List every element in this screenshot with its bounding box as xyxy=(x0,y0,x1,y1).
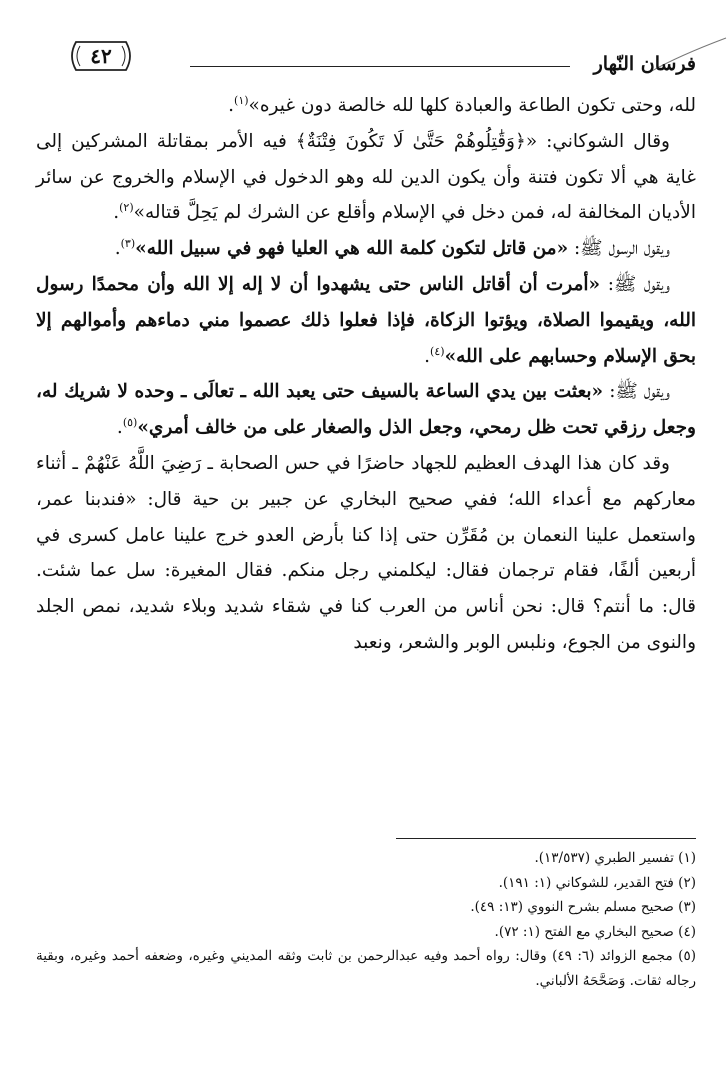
paragraph-2-end: . xyxy=(113,202,120,224)
footnote-divider xyxy=(396,838,696,839)
paragraph-2 xyxy=(36,124,696,231)
paragraph-5-intro: ويقول ﷺ: xyxy=(603,381,670,403)
footnotes xyxy=(36,846,696,993)
page-number-frame xyxy=(66,38,136,74)
footnote-1: (١) تفسير الطبري (١٣/٥٣٧). xyxy=(534,850,696,866)
paragraph-6 xyxy=(36,446,696,661)
paragraph-1 xyxy=(36,88,696,124)
hadith-quote-2: «أمرت أن أقاتل الناس حتى يشهدوا أن لا إله إلا الله وأن محمدًا رسول الله، ويقيموا الصلاة، ويؤتوا الزكاة، فإذا فعلوا ذلك عصموا مني دماءهم وأموالهم إلا بحق الإسلام وحسابهم على الله» xyxy=(36,273,696,367)
footnote-ref-5: (٥) xyxy=(122,416,138,430)
paragraph-1-text: لله، وحتى تكون الطاعة والعبادة كلها لله خالصة دون غيره» xyxy=(248,95,696,116)
paragraph-5-end: . xyxy=(116,417,123,439)
footnote-ref-2: (٢) xyxy=(119,201,134,215)
page-number: ٤٢ xyxy=(90,44,112,68)
main-text xyxy=(36,88,696,661)
paragraph-4-end: . xyxy=(424,345,431,367)
footnote-ref-3: (٣) xyxy=(120,237,136,251)
paragraph-6-text: وقد كان هذا الهدف العظيم للجهاد حاضرًا في حس الصحابة ـ رَضِيَ اللَّهُ عَنْهُمْ ـ أثناء معاركهم مع أعداء الله؛ ففي صحيح البخاري عن جبير بن حية قال: «فندبنا عمر، واستعمل علينا النعمان بن مُقَرِّن حتى إذا كنا بأرض العدو خرج علينا عامل كسرى في أربعين ألفًا، فقام ترجمان فقال: ليكلمني رجل منكم. فقال المغيرة: سل عما شئت. قال: ما أنتم؟ قال: نحن أناس من العرب كنا في شقاء شديد وبلاء شديد، نمص الجلد والنوى من الجوع، ونلبس الوبر والشعر، ونعبد xyxy=(36,452,696,653)
paragraph-3-end: . xyxy=(114,238,121,260)
footnote-4: (٤) صحيح البخاري مع الفتح (١: ٧٢). xyxy=(494,923,696,940)
page-header xyxy=(0,34,728,90)
footnote-ref-1: (١) xyxy=(234,93,249,107)
header-divider xyxy=(190,66,570,67)
footnote-5: (٥) مجمع الزوائد (٦: ٤٩) وقال: رواه أحمد وفيه عبدالرحمن بن ثابت وثقه المديني وغيره، وضعفه أحمد وغيره، وبقية رجاله ثقات. وَصَحَّحَهُ الألباني. xyxy=(36,948,696,989)
paragraph-4 xyxy=(36,267,696,374)
paragraph-4-intro: ويقول ﷺ: xyxy=(600,273,670,295)
footnote-3: (٣) صحيح مسلم بشرح النووي (١٣: ٤٩). xyxy=(470,899,696,915)
footnote-2: (٢) فتح القدير، للشوكاني (١: ١٩١). xyxy=(498,874,696,891)
footnote-ref-4: (٤) xyxy=(430,344,445,358)
hadith-quote-1: «من قاتل لتكون كلمة الله هي العليا فهو في سبيل الله» xyxy=(135,238,569,260)
hadith-quote-3: «بعثت بين يدي الساعة بالسيف حتى يعبد الله ـ تعالَى ـ وحده لا شريك له، وجعل رزقي تحت ظل رمحي، وجعل الذل والصغار على من خالف أمري» xyxy=(36,381,696,439)
paragraph-5 xyxy=(36,374,696,446)
paragraph-3 xyxy=(36,231,696,267)
paragraph-1-end: . xyxy=(228,95,235,116)
book-title: فرسان النّهار xyxy=(593,53,696,75)
paragraph-3-intro: ويقول الرسول ﷺ: xyxy=(568,238,670,260)
paragraph-2-text: وقال الشوكاني: «﴿وَقَٰتِلُوهُمْ حَتَّىٰ لَا تَكُونَ فِتْنَةٌ﴾ فيه الأمر بمقاتلة المشركين إلى غاية هي ألا تكون فتنة وأن يكون الدين لله وهو الدخول في الإسلام والخروج عن سائر الأديان المخالفة له، فمن دخل في الإسلام وأقلع عن الشرك لم يَحِلَّ قتاله» xyxy=(36,130,696,224)
